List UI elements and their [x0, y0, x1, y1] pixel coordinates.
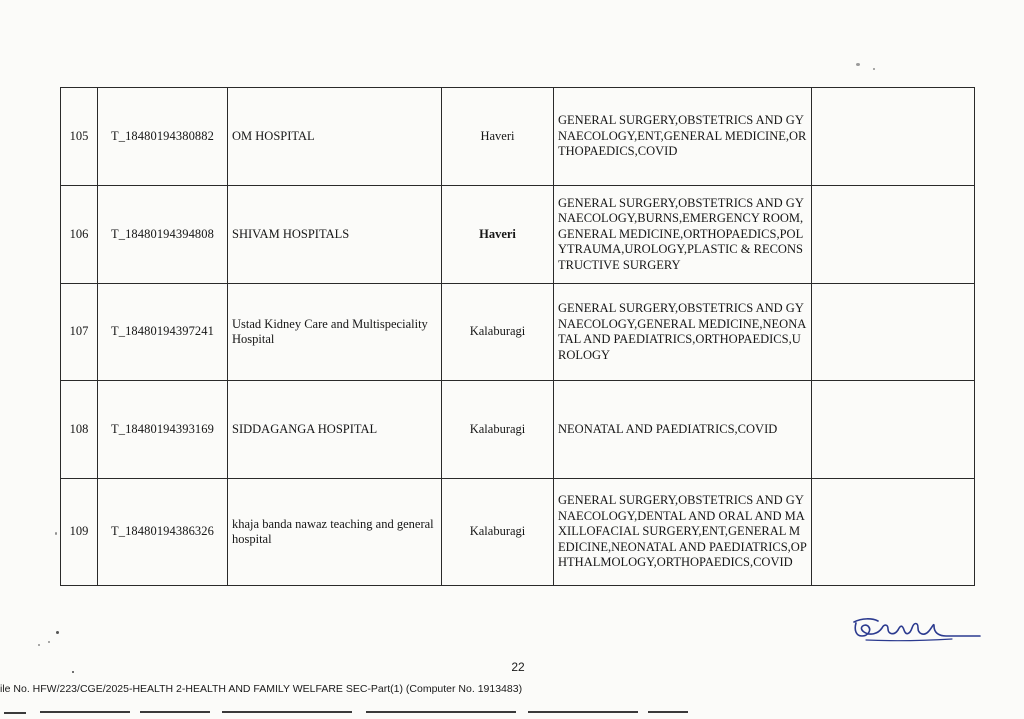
- scan-speck: [38, 644, 40, 646]
- table-row: [61, 186, 975, 284]
- table-row: [61, 381, 975, 479]
- hospital-name-cell: OM HOSPITAL: [228, 88, 442, 186]
- district-cell: Kalaburagi: [442, 381, 554, 479]
- remarks-cell: [812, 284, 975, 381]
- specialities-cell: GENERAL SURGERY,OBSTETRICS AND GYNAECOLOGY,GENERAL MEDICINE,NEONATAL AND PAEDIATRICS,ORTHOPAEDICS,UROLOGY: [554, 284, 812, 381]
- scan-speck: [48, 641, 50, 643]
- table-row: [61, 88, 975, 186]
- specialities-cell: NEONATAL AND PAEDIATRICS,COVID: [554, 381, 812, 479]
- specialities-cell: GENERAL SURGERY,OBSTETRICS AND GYNAECOLOGY,ENT,GENERAL MEDICINE,ORTHOPAEDICS,COVID: [554, 88, 812, 186]
- hospital-id-cell: T_18480194394808: [98, 186, 228, 284]
- scan-speck: [56, 631, 59, 634]
- district-cell: Haveri: [442, 186, 554, 284]
- scan-speck: [72, 671, 74, 673]
- sl-no-cell: 109: [61, 479, 98, 586]
- hospital-id-cell: T_18480194393169: [98, 381, 228, 479]
- hospital-id-cell: T_18480194386326: [98, 479, 228, 586]
- scan-speck: [873, 68, 875, 70]
- remarks-cell: [812, 381, 975, 479]
- hospital-table: [60, 87, 975, 586]
- hospital-name-cell: SIDDAGANGA HOSPITAL: [228, 381, 442, 479]
- scan-speck: [55, 532, 57, 535]
- hospital-name-cell: khaja banda nawaz teaching and general hospital: [228, 479, 442, 586]
- table-row: [61, 284, 975, 381]
- remarks-cell: [812, 479, 975, 586]
- remarks-cell: [812, 88, 975, 186]
- district-cell: Kalaburagi: [442, 284, 554, 381]
- sl-no-cell: 105: [61, 88, 98, 186]
- scan-speck: [856, 63, 860, 66]
- district-cell: Kalaburagi: [442, 479, 554, 586]
- file-reference-footer: ile No. HFW/223/CGE/2025-HEALTH 2-HEALTH AND FAMILY WELFARE SEC-Part(1) (Computer No. 1913483): [0, 683, 523, 695]
- page-number: 22: [511, 660, 525, 674]
- table-row: [61, 479, 975, 586]
- hospital-id-cell: T_18480194397241: [98, 284, 228, 381]
- district-cell: Haveri: [442, 88, 554, 186]
- hospital-name-cell: SHIVAM HOSPITALS: [228, 186, 442, 284]
- hospital-id-cell: T_18480194380882: [98, 88, 228, 186]
- cropped-footer-text: [0, 710, 700, 719]
- specialities-cell: GENERAL SURGERY,OBSTETRICS AND GYNAECOLOGY,DENTAL AND ORAL AND MAXILLOFACIAL SURGERY,ENT,GENERAL MEDICINE,NEONATAL AND PAEDIATRICS,OPHTHALMOLOGY,ORTHOPAEDICS,COVID: [554, 479, 812, 586]
- sl-no-cell: 106: [61, 186, 98, 284]
- remarks-cell: [812, 186, 975, 284]
- hospital-name-cell: Ustad Kidney Care and Multispeciality Hospital: [228, 284, 442, 381]
- specialities-cell: GENERAL SURGERY,OBSTETRICS AND GYNAECOLOGY,BURNS,EMERGENCY ROOM,GENERAL MEDICINE,ORTHOPAEDICS,POLYTRAUMA,UROLOGY,PLASTIC & RECONSTRUCTIVE SURGERY: [554, 186, 812, 284]
- handwritten-signature: [848, 614, 983, 650]
- sl-no-cell: 107: [61, 284, 98, 381]
- sl-no-cell: 108: [61, 381, 98, 479]
